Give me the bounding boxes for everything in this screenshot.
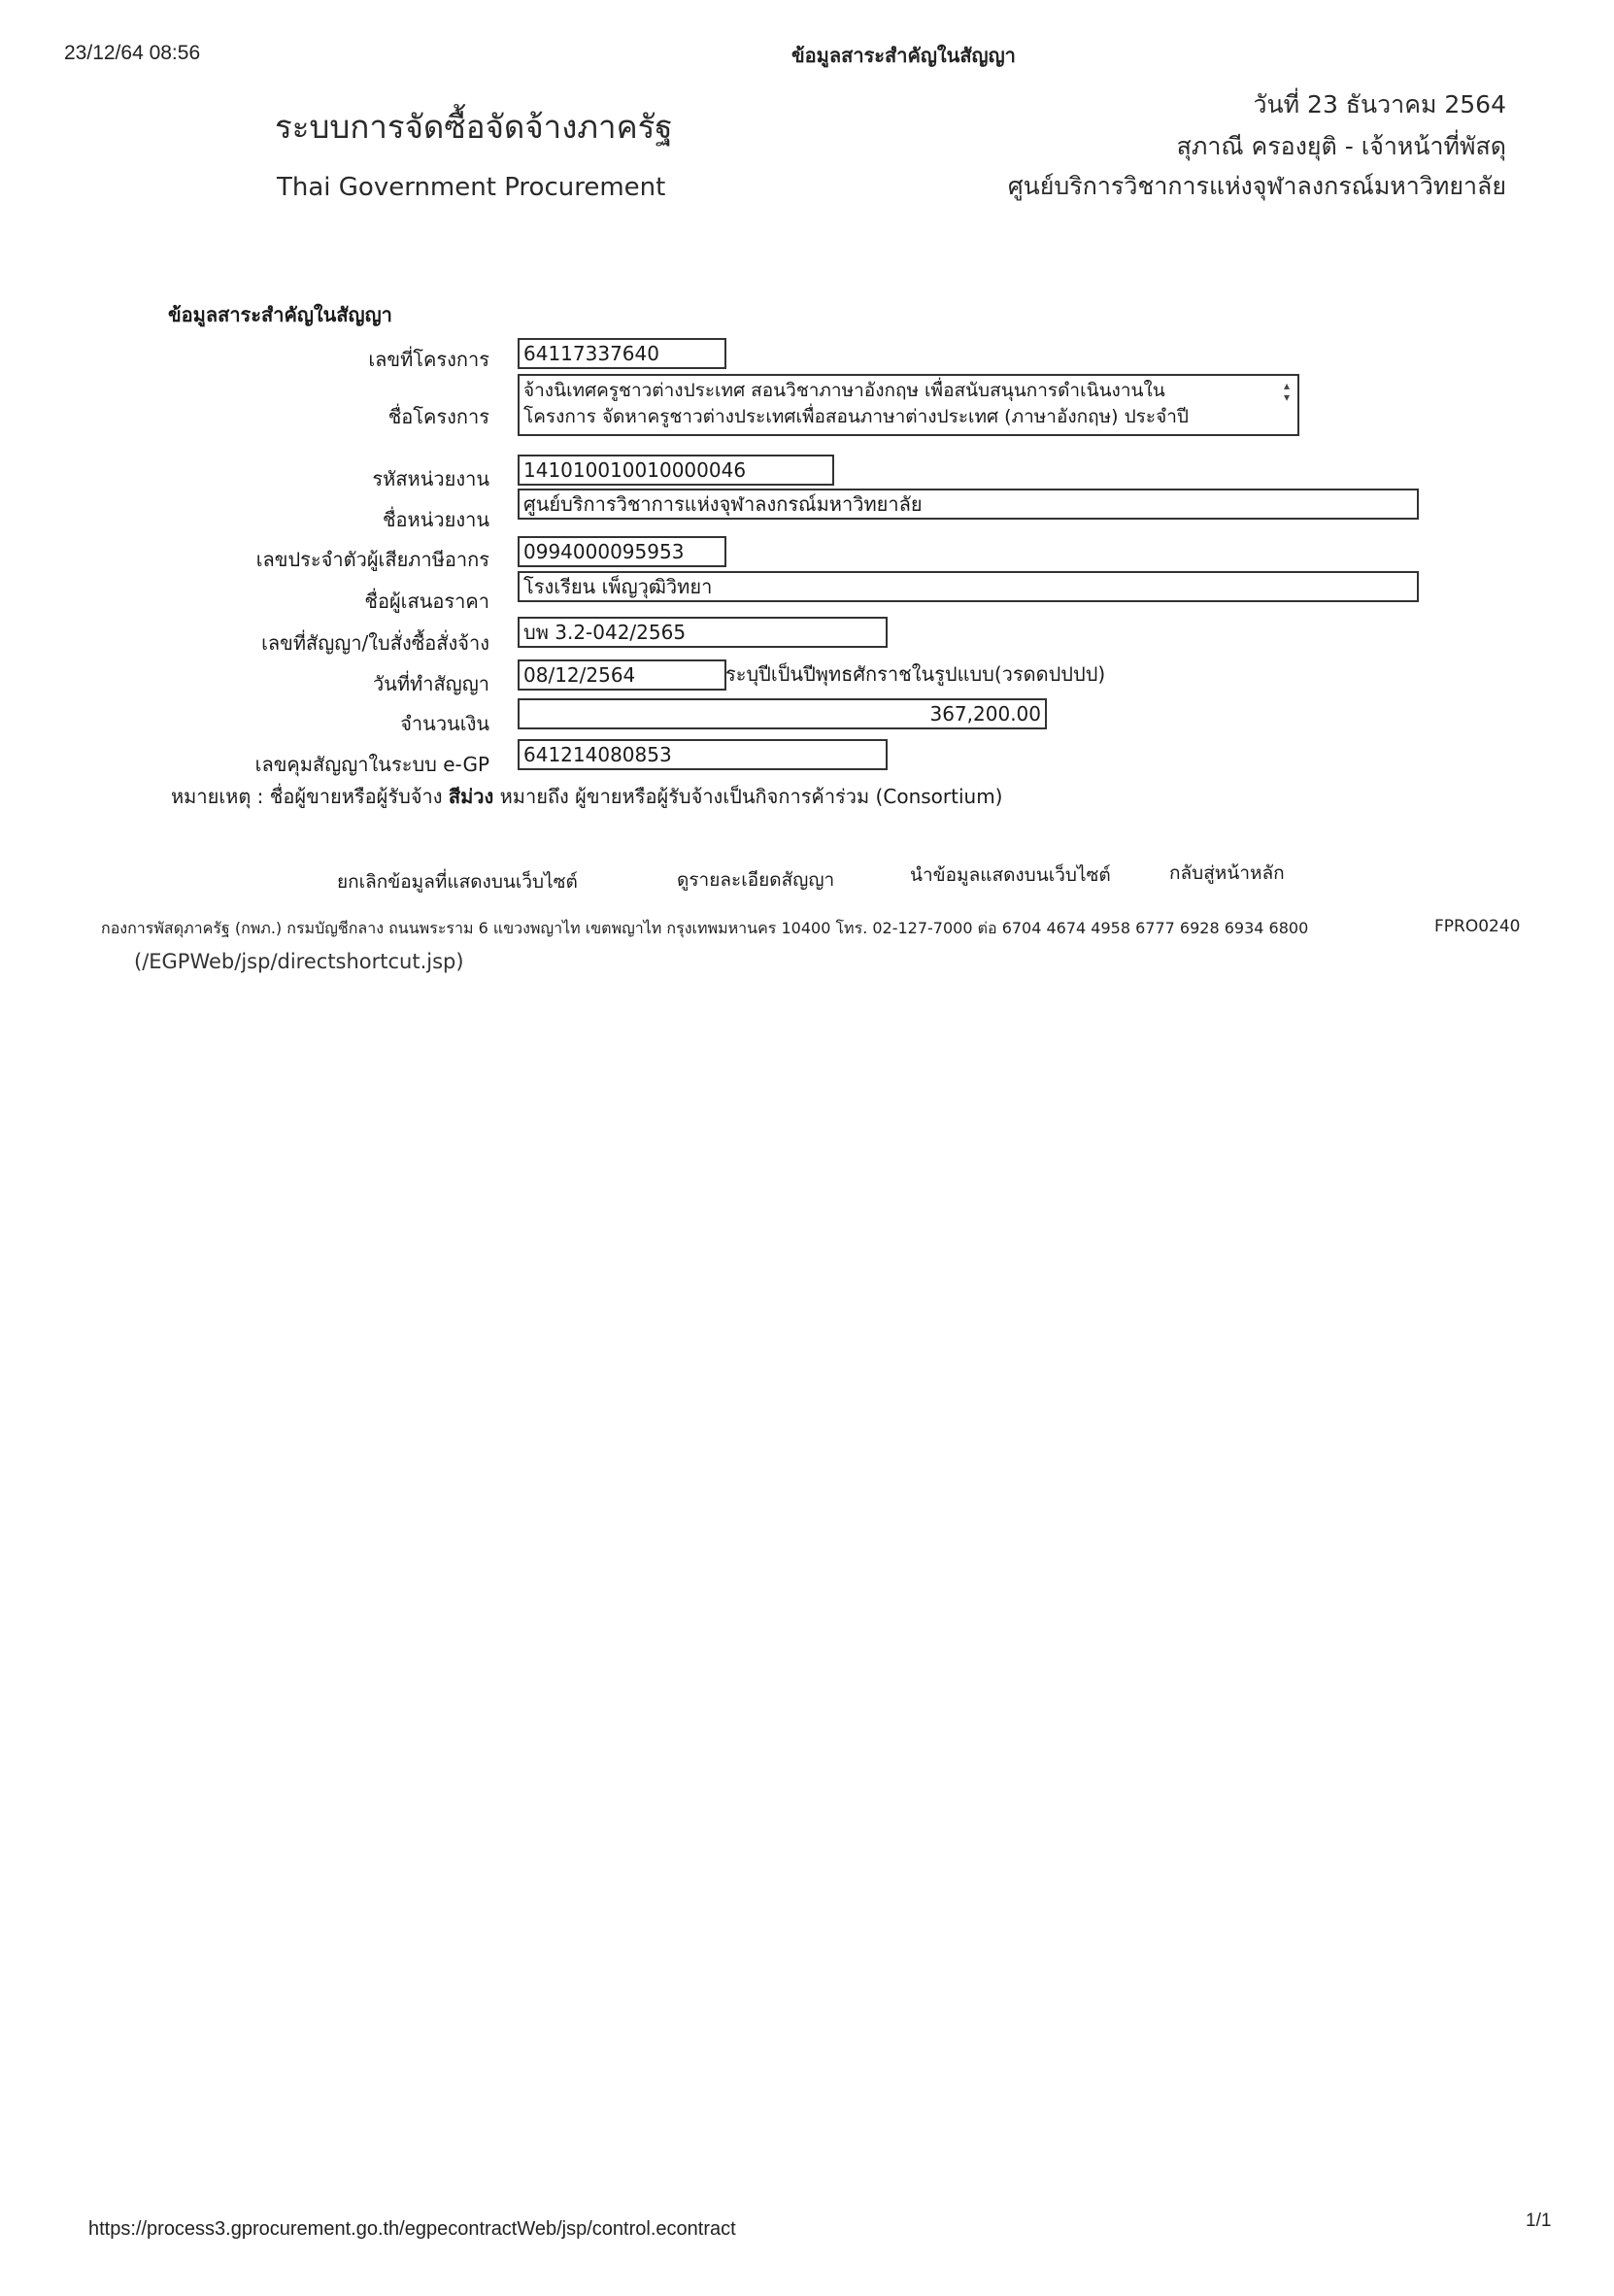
system-name-english: Thai Government Procurement — [277, 173, 666, 202]
footer-shortcut-link[interactable]: (/EGPWeb/jsp/directshortcut.jsp) — [134, 950, 464, 973]
view-contract-detail-link[interactable]: ดูรายละเอียดสัญญา — [677, 869, 835, 891]
agency-name-field[interactable]: ศูนย์บริการวิชาการแห่งจุฬาลงกรณ์มหาวิทยาลัย — [518, 489, 1419, 520]
publish-link[interactable]: นำข้อมูลแสดงบนเว็บไซต์ — [910, 864, 1111, 886]
contract-no-label: เลขที่สัญญา/ใบสั่งซื้อสั่งจ้าง — [261, 631, 489, 655]
amount-field[interactable]: 367,200.00 — [518, 698, 1047, 729]
footer-page-code: FPRO0240 — [1434, 917, 1521, 936]
contract-no-field[interactable]: บพ 3.2-042/2565 — [518, 617, 888, 648]
contract-date-label: วันที่ทำสัญญา — [372, 672, 489, 695]
print-page-title: ข้อมูลสาระสำคัญในสัญญา — [791, 44, 1016, 67]
textarea-scroll-arrows-icon[interactable]: ▴ ▾ — [1283, 379, 1291, 404]
agency-name-label: ชื่อหน่วยงาน — [382, 508, 489, 531]
system-name-thai: ระบบการจัดซื้อจัดจ้างภาครัฐ — [275, 108, 673, 146]
bidder-name-label: ชื่อผู้เสนอราคา — [364, 590, 489, 613]
note-highlight: สีม่วง — [448, 785, 494, 808]
contract-date-field[interactable]: 08/12/2564 — [518, 659, 726, 691]
print-datetime: 23/12/64 08:56 — [64, 42, 201, 64]
project-name-textarea[interactable] — [518, 374, 1299, 436]
amount-label: จำนวนเงิน — [400, 712, 489, 735]
consortium-note — [171, 781, 1002, 812]
print-page-number: 1/1 — [1526, 2211, 1552, 2231]
section-title: ข้อมูลสาระสำคัญในสัญญา — [168, 303, 392, 326]
print-url: https://process3.gprocurement.go.th/egpecontractWeb/jsp/control.econtract — [88, 2218, 736, 2240]
egp-control-no-label: เลขคุมสัญญาในระบบ e-GP — [254, 753, 489, 776]
header-organization: ศูนย์บริการวิชาการแห่งจุฬาลงกรณ์มหาวิทยาลัย — [1007, 172, 1506, 200]
bidder-name-field[interactable]: โรงเรียน เพ็ญวุฒิวิทยา — [518, 571, 1419, 602]
project-no-field[interactable]: 64117337640 — [518, 338, 726, 369]
header-date: วันที่ 23 ธันวาคม 2564 — [1253, 90, 1506, 118]
header-user: สุภาณี ครองยุติ - เจ้าหน้าที่พัสดุ — [1176, 132, 1506, 160]
agency-code-field[interactable]: 141010010010000046 — [518, 455, 834, 486]
cancel-publish-link[interactable]: ยกเลิกข้อมูลที่แสดงบนเว็บไซต์ — [337, 871, 578, 893]
project-name-label: ชื่อโครงการ — [387, 405, 489, 428]
contract-date-hint: ระบุปีเป็นปีพุทธศักราชในรูปแบบ(วรดดปปปป) — [725, 662, 1106, 686]
agency-code-label: รหัสหน่วยงาน — [372, 467, 489, 490]
egp-control-no-field[interactable]: 641214080853 — [518, 739, 888, 770]
note-suffix: หมายถึง ผู้ขายหรือผู้รับจ้างเป็นกิจการค้าร่วม (Consortium) — [499, 785, 1003, 808]
footer-address: กองการพัสดุภาครัฐ (กพภ.) กรมบัญชีกลาง ถนนพระราม 6 แขวงพญาไท เขตพญาไท กรุงเทพมหานคร 10400 โทร. 02-127-7000 ต่อ 6704 4674 4958 6777 6928 6934 6800 — [101, 919, 1309, 937]
tax-id-field[interactable]: 0994000095953 — [518, 536, 726, 567]
note-prefix: หมายเหตุ : ชื่อผู้ขายหรือผู้รับจ้าง — [171, 785, 443, 808]
tax-id-label: เลขประจำตัวผู้เสียภาษีอากร — [255, 548, 489, 571]
project-name-line-2: โครงการ จัดหาครูชาวต่างประเทศเพื่อสอนภาษาต่างประเทศ (ภาษาอังกฤษ) ประจำปี — [523, 406, 1189, 427]
back-home-link[interactable]: กลับสู่หน้าหลัก — [1169, 862, 1285, 884]
project-no-label: เลขที่โครงการ — [368, 348, 489, 371]
project-name-line-1: จ้างนิเทศครูชาวต่างประเทศ สอนวิชาภาษาอังกฤษ เพื่อสนับสนุนการดำเนินงานใน — [523, 380, 1165, 401]
